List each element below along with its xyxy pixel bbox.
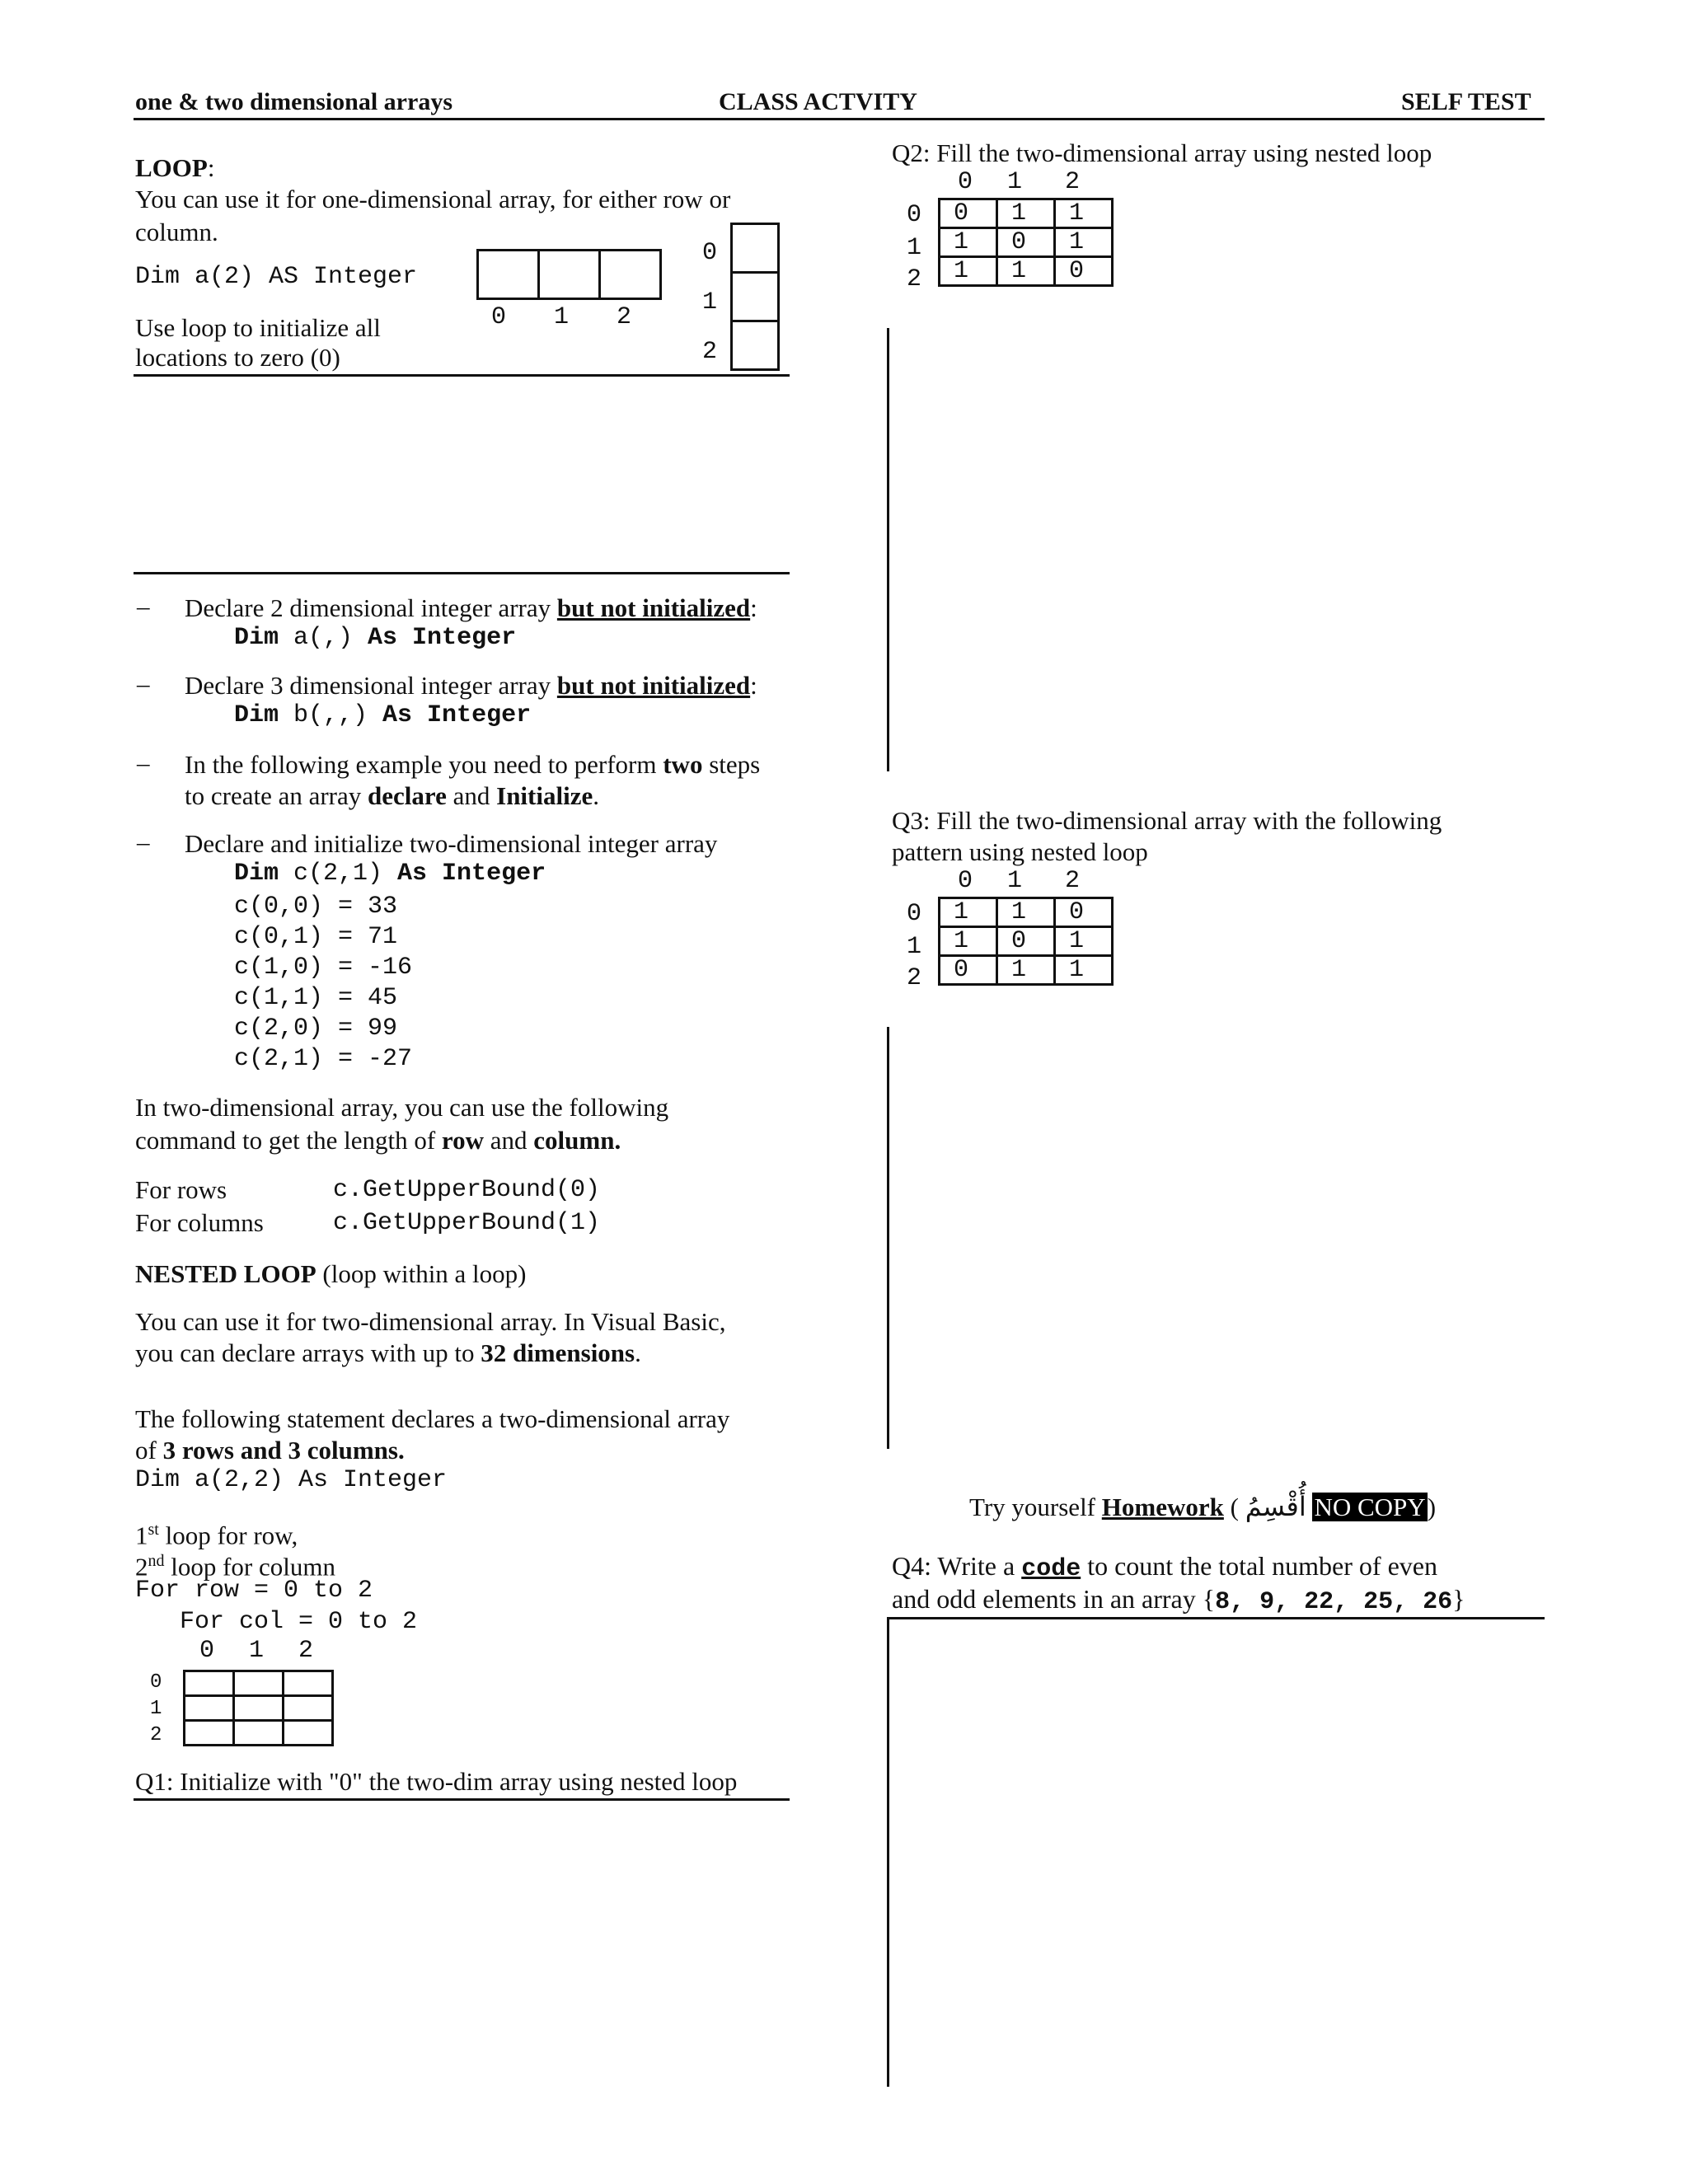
nested-line-4: of 3 rows and 3 columns.	[135, 1436, 405, 1465]
rows-code: c.GetUpperBound(0)	[333, 1176, 601, 1204]
bullet-dash-2: –	[137, 669, 150, 698]
v-array-label-2: 2	[701, 338, 717, 366]
nested-row-label-0: 0	[150, 1671, 162, 1694]
loop-title: LOOP:	[135, 153, 215, 182]
q2-cell: 1	[1055, 199, 1113, 228]
q2-row-label-2: 2	[906, 265, 921, 293]
nested-col-label-2: 2	[298, 1637, 313, 1665]
q3-cell: 0	[1055, 898, 1113, 927]
q4-line-1: Q4: Write a code to count the total number of even	[892, 1551, 1437, 1583]
q2-cell: 1	[940, 257, 997, 286]
q3-col-label-2: 2	[1064, 867, 1080, 895]
table-row	[940, 228, 1113, 257]
h-array-cell-2	[598, 249, 662, 300]
header-rule	[134, 118, 1545, 120]
q3-line-2: pattern using nested loop	[892, 837, 1148, 866]
assignment-line: c(1,0) = -16	[234, 954, 413, 982]
nested-grid-cell	[232, 1670, 284, 1697]
bullet-2-code: Dim b(,,) As Integer	[234, 701, 532, 729]
bullet-3-line-2: to create an array declare and Initialize.	[185, 781, 599, 810]
q3-cell: 1	[940, 927, 997, 956]
nested-grid-cell	[183, 1719, 235, 1746]
h-array-label-1: 1	[553, 303, 569, 331]
nested-col-label-1: 1	[248, 1637, 264, 1665]
loop-answer-bottom-rule	[134, 572, 790, 574]
no-copy-badge: NO COPY	[1314, 1493, 1426, 1521]
q3-cell: 0	[940, 956, 997, 985]
loop-use-line-2: locations to zero (0)	[135, 343, 340, 372]
bullet-4-code: Dim c(2,1) As Integer	[234, 860, 546, 888]
loop-row-note: 1st loop for row,	[135, 1521, 298, 1550]
assignment-line: c(0,1) = 71	[234, 923, 398, 951]
v-array-label-0: 0	[701, 239, 717, 267]
q3-answer-line	[887, 1027, 889, 1449]
q3-row-label-0: 0	[906, 900, 921, 928]
for-col-code: For col = 0 to 2	[135, 1608, 418, 1636]
table-row	[940, 927, 1113, 956]
header-right: SELF TEST	[1401, 88, 1531, 115]
q2-answer-line	[887, 328, 889, 771]
v-array-cell-1	[730, 271, 780, 322]
nested-col-label-0: 0	[199, 1637, 214, 1665]
nested-title: NESTED LOOP (loop within a loop)	[135, 1259, 527, 1288]
loop-code: Dim a(2) AS Integer	[135, 263, 418, 291]
nested-grid-cell	[282, 1719, 334, 1746]
v-array-cell-2	[730, 320, 780, 371]
q2-text: Q2: Fill the two-dimensional array using nested loop	[892, 138, 1432, 167]
q2-cell: 1	[997, 257, 1055, 286]
nested-line-3: The following statement declares a two-dimensional array	[135, 1404, 730, 1433]
q3-col-label-0: 0	[957, 867, 973, 895]
q2-row-label-1: 1	[906, 234, 921, 262]
q3-cell: 1	[1055, 927, 1113, 956]
q4-answer-line	[887, 1617, 889, 2087]
bullet-dash-3: –	[137, 748, 150, 777]
bullet-1-text: Declare 2 dimensional integer array but not initialized:	[185, 593, 757, 622]
table-row	[940, 199, 1113, 228]
loop-answer-top-rule	[134, 374, 790, 377]
q2-row-label-0: 0	[906, 201, 921, 229]
bullet-dash-4: –	[137, 827, 150, 856]
q2-cell: 1	[997, 199, 1055, 228]
loop-col-note: 2nd loop for column	[135, 1552, 335, 1582]
nested-grid-cell	[232, 1694, 284, 1722]
q3-cell: 1	[940, 898, 997, 927]
table-row	[940, 257, 1113, 286]
table-row	[940, 898, 1113, 927]
nested-grid-cell	[183, 1694, 235, 1722]
bullet-3-line-1: In the following example you need to perform two steps	[185, 750, 761, 779]
assignment-line: c(2,1) = -27	[234, 1045, 413, 1073]
h-array-label-2: 2	[616, 303, 631, 331]
q3-cell: 1	[997, 898, 1055, 927]
q3-row-label-2: 2	[906, 964, 921, 992]
loop-use-line-1: Use loop to initialize all	[135, 313, 381, 342]
assignment-line: c(0,0) = 33	[234, 893, 398, 921]
loop-line-1: You can use it for one-dimensional array, for either row or	[135, 185, 731, 213]
q3-col-label-1: 1	[1006, 867, 1022, 895]
q1-rule	[134, 1798, 790, 1801]
h-array-cell-0	[476, 249, 540, 300]
rows-label: For rows	[135, 1175, 227, 1204]
bullet-4-text: Declare and initialize two-dimensional integer array	[185, 829, 718, 858]
q1-text: Q1: Initialize with "0" the two-dim array using nested loop	[135, 1767, 738, 1796]
q2-cell: 0	[1055, 257, 1113, 286]
q3-table	[938, 897, 1114, 986]
q3-cell: 0	[997, 927, 1055, 956]
v-array-label-1: 1	[701, 288, 717, 316]
length-line-2: command to get the length of row and column.	[135, 1126, 621, 1155]
bullet-dash-1: –	[137, 592, 150, 621]
q2-col-label-1: 1	[1006, 168, 1022, 196]
q4-line-2: and odd elements in an array {8, 9, 22, 25, 26}	[892, 1584, 1465, 1616]
nested-code: Dim a(2,2) As Integer	[135, 1466, 448, 1494]
homework-line: Try yourself Homework ( أُقْسِمُ NO COPY)	[969, 1491, 1437, 1522]
table-row	[940, 956, 1113, 985]
q3-line-1: Q3: Fill the two-dimensional array with the following	[892, 806, 1442, 835]
nested-grid-cell	[183, 1670, 235, 1697]
nested-grid-cell	[282, 1694, 334, 1722]
q4-answer-top-rule	[887, 1617, 1545, 1619]
q2-cell: 1	[940, 228, 997, 257]
length-line-1: In two-dimensional array, you can use the following	[135, 1093, 669, 1122]
q2-col-label-2: 2	[1064, 168, 1080, 196]
header-center: CLASS ACTVITY	[719, 88, 917, 115]
q2-cell: 0	[997, 228, 1055, 257]
q3-row-label-1: 1	[906, 933, 921, 961]
cols-label: For columns	[135, 1208, 264, 1237]
q3-cell: 1	[997, 956, 1055, 985]
nested-grid-cell	[232, 1719, 284, 1746]
h-array-label-0: 0	[490, 303, 506, 331]
q2-cell: 1	[1055, 228, 1113, 257]
assignment-line: c(2,0) = 99	[234, 1015, 398, 1043]
q2-col-label-0: 0	[957, 168, 973, 196]
h-array-cell-1	[537, 249, 601, 300]
nested-grid-cell	[282, 1670, 334, 1697]
for-row-code: For row = 0 to 2	[135, 1577, 373, 1605]
bullet-2-text: Declare 3 dimensional integer array but not initialized:	[185, 671, 757, 700]
q3-cell: 1	[1055, 956, 1113, 985]
nested-row-label-1: 1	[150, 1698, 162, 1720]
assignment-line: c(1,1) = 45	[234, 984, 398, 1012]
cols-code: c.GetUpperBound(1)	[333, 1209, 601, 1237]
nested-row-label-2: 2	[150, 1724, 162, 1746]
v-array-cell-0	[730, 223, 780, 274]
bullet-1-code: Dim a(,) As Integer	[234, 624, 517, 652]
q2-cell: 0	[940, 199, 997, 228]
nested-line-1: You can use it for two-dimensional array. In Visual Basic,	[135, 1307, 726, 1336]
header-left: one & two dimensional arrays	[135, 88, 452, 115]
nested-line-2: you can declare arrays with up to 32 dimensions.	[135, 1338, 641, 1367]
q2-table	[938, 198, 1114, 287]
loop-line-2: column.	[135, 218, 218, 246]
arabic-text: أُقْسِمُ	[1245, 1491, 1306, 1522]
